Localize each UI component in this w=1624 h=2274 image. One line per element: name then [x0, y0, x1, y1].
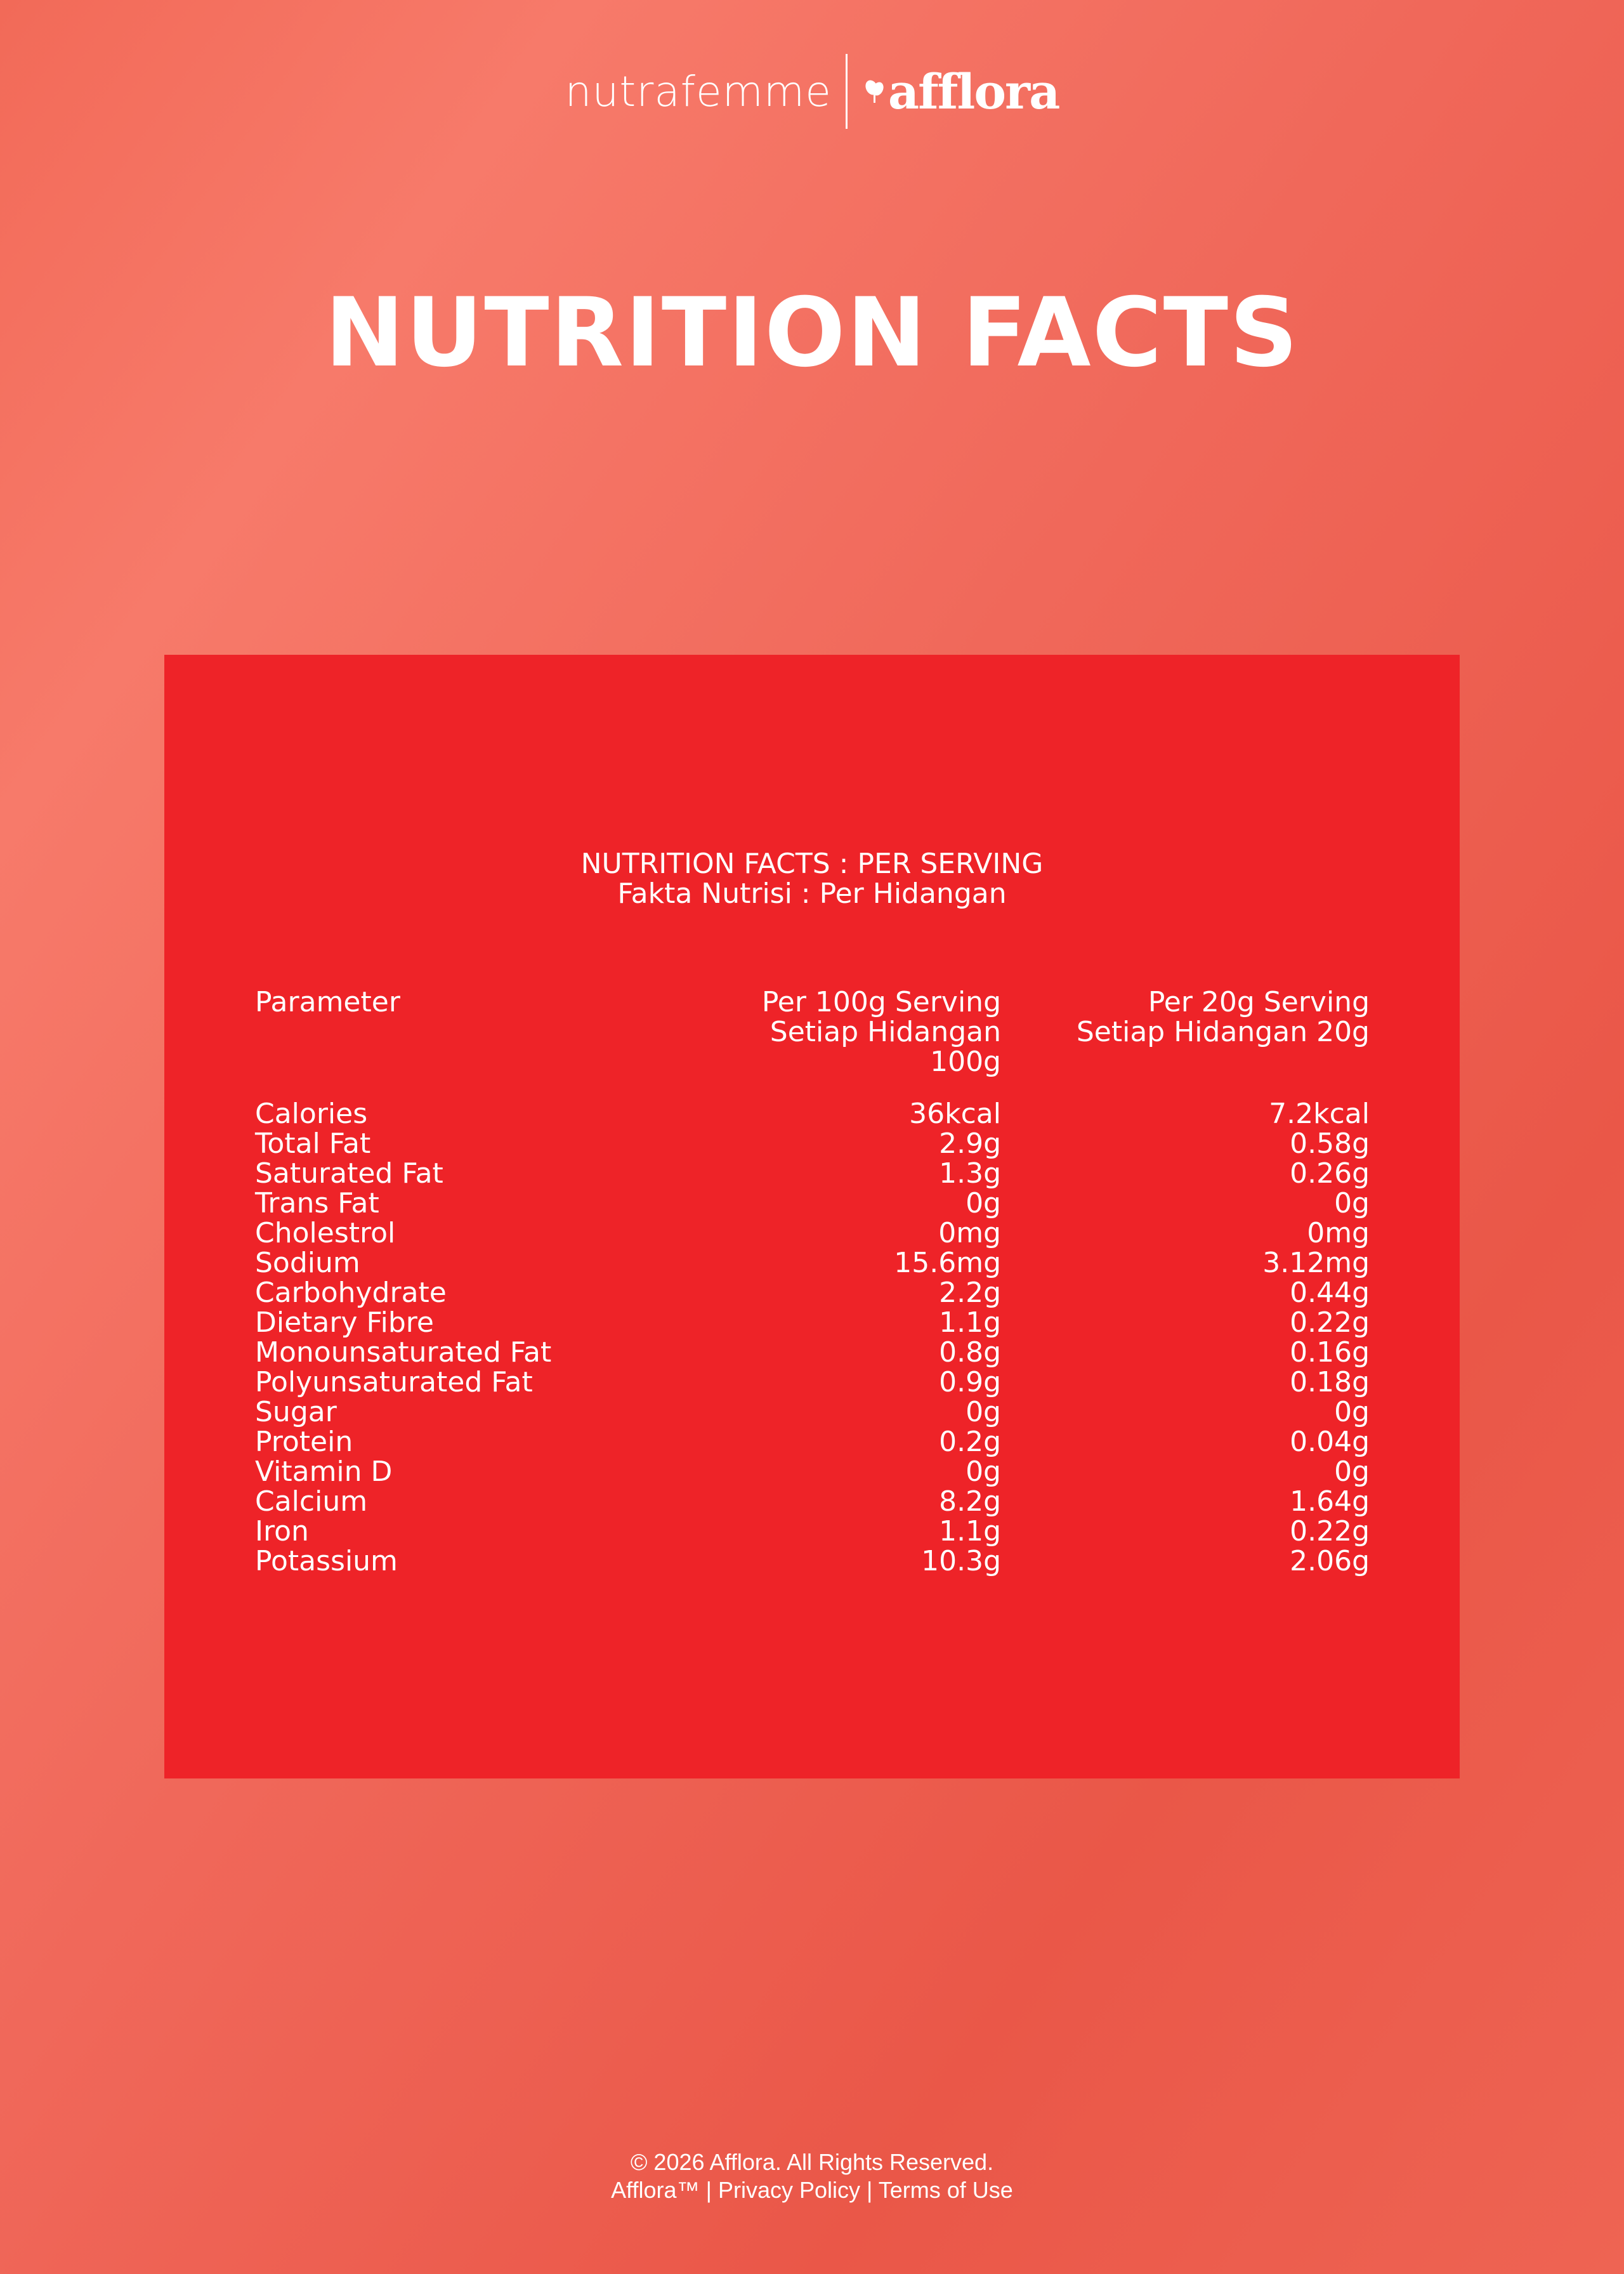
page-title: NUTRITION FACTS: [324, 278, 1300, 388]
column-header-parameter: Parameter: [255, 986, 400, 1018]
footer-copyright: © 2026 Afflora. All Rights Reserved.: [630, 2149, 994, 2175]
row-per100: 8.2g: [939, 1485, 1001, 1518]
row-per100: 0g: [966, 1396, 1001, 1428]
row-per100: 0.2g: [939, 1426, 1001, 1458]
row-per20: 7.2kcal: [1269, 1098, 1370, 1130]
row-per20: 3.12mg: [1262, 1247, 1370, 1279]
table-row: [255, 1159, 1370, 1188]
row-per100: 15.6mg: [894, 1247, 1001, 1279]
row-name: Vitamin D: [255, 1456, 393, 1488]
footer: [0, 2148, 1624, 2204]
column-header-per20: [1001, 987, 1370, 1047]
row-name: Sugar: [255, 1396, 337, 1428]
row-name: Cholestrol: [255, 1217, 396, 1249]
row-per20: 0.18g: [1290, 1366, 1370, 1398]
row-name: Potassium: [255, 1545, 398, 1577]
table-row: [255, 1367, 1370, 1397]
row-name: Total Fat: [255, 1127, 371, 1160]
row-per100: 10.3g: [921, 1545, 1001, 1577]
brand-afflora-text: afflora: [887, 63, 1059, 120]
table-row: [255, 1248, 1370, 1278]
row-per100: 1.3g: [939, 1157, 1001, 1190]
row-per20: 0g: [1334, 1456, 1370, 1488]
terms-of-use-link[interactable]: Terms of Use: [878, 2177, 1013, 2203]
row-per20: 1.64g: [1290, 1485, 1370, 1518]
table-row: [255, 1188, 1370, 1218]
table-row: [255, 1397, 1370, 1427]
row-per20: 0g: [1334, 1187, 1370, 1219]
column-header-per100: [699, 987, 1001, 1077]
footer-trademark: Afflora™: [611, 2177, 700, 2203]
row-per20: 0.04g: [1290, 1426, 1370, 1458]
footer-links: [0, 2176, 1624, 2204]
brand-divider: [846, 54, 848, 129]
row-name: Carbohydrate: [255, 1277, 447, 1309]
table-row: [255, 1546, 1370, 1576]
table-row: [255, 1487, 1370, 1516]
row-per20: 0.26g: [1290, 1157, 1370, 1190]
table-body: [255, 1099, 1370, 1576]
row-name: Polyunsaturated Fat: [255, 1366, 533, 1398]
brand-nutrafemme: nutrafemme: [565, 67, 832, 116]
table-row: [255, 1218, 1370, 1248]
nutrition-panel: [164, 655, 1460, 1778]
table-row: [255, 1129, 1370, 1159]
privacy-policy-link[interactable]: Privacy Policy: [717, 2177, 861, 2203]
column-header-per20-en: Per 20g Serving: [1148, 986, 1370, 1018]
brand-afflora: [864, 63, 1059, 120]
row-name: Trans Fat: [255, 1187, 379, 1219]
row-per100: 36kcal: [909, 1098, 1001, 1130]
flower-icon: [864, 79, 886, 104]
row-per100: 1.1g: [939, 1515, 1001, 1548]
table-row: [255, 1278, 1370, 1308]
brand-logo: [0, 53, 1624, 129]
row-name: Monounsaturated Fat: [255, 1336, 552, 1369]
table-row: [255, 1337, 1370, 1367]
row-name: Calcium: [255, 1485, 368, 1518]
row-per20: 0g: [1334, 1396, 1370, 1428]
footer-separator: |: [705, 2177, 712, 2203]
row-per20: 0.44g: [1290, 1277, 1370, 1309]
row-per100: 0.9g: [939, 1366, 1001, 1398]
row-per20: 0.22g: [1290, 1306, 1370, 1339]
column-header-per100-en: Per 100g Serving: [761, 986, 1001, 1018]
table-row: [255, 1099, 1370, 1129]
table-heading: [164, 849, 1460, 909]
row-name: Saturated Fat: [255, 1157, 443, 1190]
table-row: [255, 1457, 1370, 1487]
row-per100: 0mg: [938, 1217, 1001, 1249]
table-row: [255, 1516, 1370, 1546]
table-row: [255, 1427, 1370, 1457]
row-name: Dietary Fibre: [255, 1306, 434, 1339]
row-name: Sodium: [255, 1247, 360, 1279]
row-per100: 0g: [966, 1187, 1001, 1219]
table-heading-id: Fakta Nutrisi : Per Hidangan: [617, 877, 1007, 910]
row-per100: 0.8g: [939, 1336, 1001, 1369]
row-name: Iron: [255, 1515, 309, 1548]
row-per100: 0g: [966, 1456, 1001, 1488]
row-per20: 2.06g: [1290, 1545, 1370, 1577]
column-header-per100-id: Setiap Hidangan 100g: [769, 1016, 1001, 1078]
footer-separator: |: [867, 2177, 873, 2203]
table-heading-en: NUTRITION FACTS : PER SERVING: [580, 848, 1044, 880]
row-per100: 2.2g: [939, 1277, 1001, 1309]
row-per20: 0mg: [1307, 1217, 1370, 1249]
table-row: [255, 1308, 1370, 1337]
row-per100: 1.1g: [939, 1306, 1001, 1339]
row-name: Protein: [255, 1426, 353, 1458]
row-per20: 0.22g: [1290, 1515, 1370, 1548]
row-per20: 0.16g: [1290, 1336, 1370, 1369]
row-per20: 0.58g: [1290, 1127, 1370, 1160]
row-per100: 2.9g: [939, 1127, 1001, 1160]
column-header-per20-id: Setiap Hidangan 20g: [1076, 1016, 1370, 1048]
row-name: Calories: [255, 1098, 368, 1130]
